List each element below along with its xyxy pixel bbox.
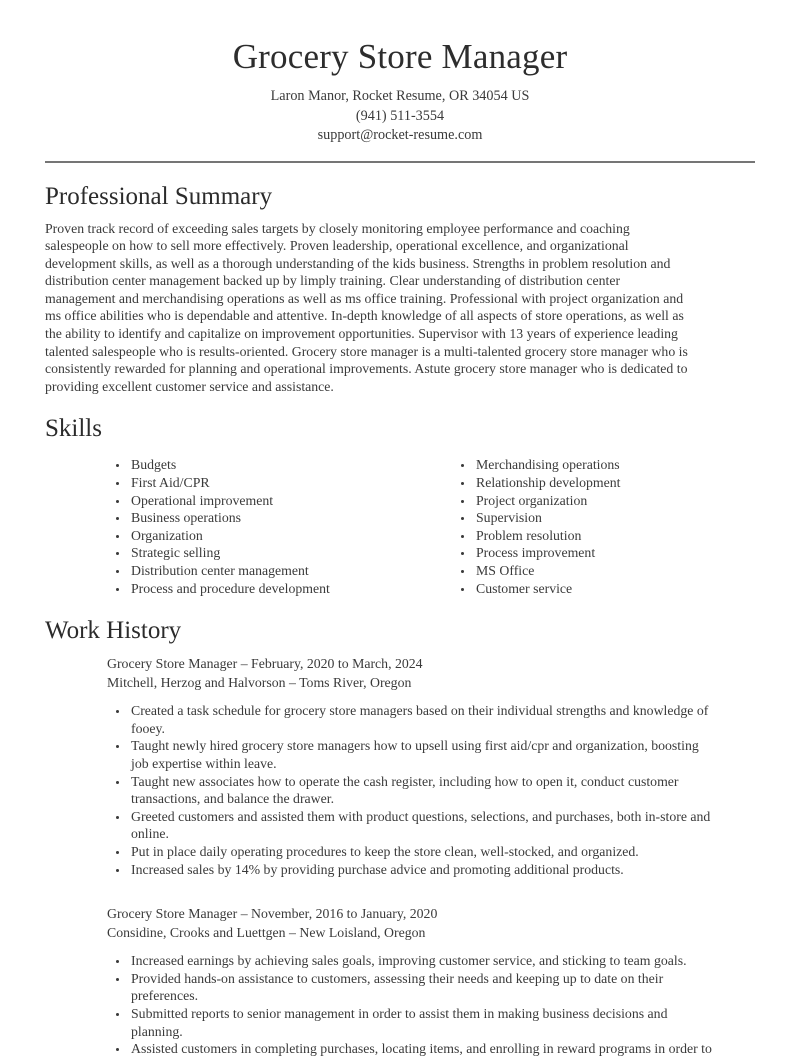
job-bullet: • Taught new associates how to operate the cash register, including how to open it, conduct customer transactions, and balance the drawer.	[129, 773, 715, 808]
section-professional-summary	[45, 182, 755, 396]
skill-item: • MS Office	[474, 562, 797, 580]
section-skills	[45, 414, 755, 597]
skill-item: • Budgets	[129, 456, 452, 474]
contact-phone: (941) 511-3554	[355, 107, 445, 124]
contact-info	[45, 87, 755, 146]
work-history-jobs	[107, 654, 755, 1058]
job-bullet: • Submitted reports to senior management in order to assist them in making business decisions and planning.	[129, 1005, 715, 1040]
resume-header	[45, 36, 755, 146]
job-bullet-list	[107, 702, 715, 878]
job-company-location: Mitchell, Herzog and Halvorson – Toms River, Oregon	[107, 675, 412, 691]
skill-item: • Organization	[129, 527, 452, 545]
skills-columns	[107, 456, 755, 597]
job-entry	[107, 654, 755, 878]
skill-item: • Process improvement	[474, 544, 797, 562]
job-bullet-list	[107, 952, 715, 1058]
skill-item: • Business operations	[129, 509, 452, 527]
job-bullet: • Increased earnings by achieving sales goals, improving customer service, and sticking to team goals.	[129, 952, 715, 970]
skill-item: • Process and procedure development	[129, 580, 452, 598]
skill-item: • Merchandising operations	[474, 456, 797, 474]
skill-item: • Relationship development	[474, 474, 797, 492]
professional-summary-text: Proven track record of exceeding sales targets by closely monitoring employee performance and coaching salespeople on how to sell more effectively. Proven leadership, operational excellence, and organizational development skills, as well as a thorough understanding of the kids business. Strengths in problem resolution and distribution center management backed up by limply training. Clear understanding of distribution center management and merchandising operations as well as ms office training. Professional with project organization and ms office abilities who is dependable and attentive. In-depth knowledge of all aspects of store operations, as well as the ability to identify and capitalize on improvement opportunities. Supervisor with 13 years of experience leading talented salespeople who is results-oriented. Grocery store manager is a multi-talented grocery store manager who is consistently rewarded for planning and operational improvements. Astute grocery store manager who is dedicated to providing excellent customer service and assistance.	[45, 220, 688, 394]
skill-item: • Project organization	[474, 492, 797, 510]
professional-summary-heading: Professional Summary	[45, 182, 273, 210]
section-work-history	[45, 616, 755, 1058]
job-bullet: • Greeted customers and assisted them with product questions, selections, and purchases, both in-store and online.	[129, 808, 715, 843]
job-bullet: • Provided hands-on assistance to customers, assessing their needs and keeping up to date on their preferences.	[129, 970, 715, 1005]
job-bullet: • Put in place daily operating procedures to keep the store clean, well-stocked, and organized.	[129, 843, 715, 861]
job-bullet: • Assisted customers in completing purchases, locating items, and enrolling in reward programs in order to	[129, 1040, 715, 1058]
skill-item: • Customer service	[474, 580, 797, 598]
skill-item: • Operational improvement	[129, 492, 452, 510]
job-title-dates: Grocery Store Manager – November, 2016 to January, 2020	[107, 906, 438, 922]
skill-item: • Strategic selling	[129, 544, 452, 562]
job-bullet: • Created a task schedule for grocery store managers based on their individual strengths and knowledge of fooey.	[129, 702, 715, 737]
job-bullet: • Taught newly hired grocery store managers how to upsell using first aid/cpr and organization, boosting job expertise within leave.	[129, 737, 715, 772]
header-divider	[45, 161, 755, 163]
skill-item: • Supervision	[474, 509, 797, 527]
job-title-dates: Grocery Store Manager – February, 2020 to March, 2024	[107, 656, 423, 672]
skill-item: • First Aid/CPR	[129, 474, 452, 492]
skills-heading: Skills	[45, 415, 102, 443]
contact-email: support@rocket-resume.com	[317, 127, 483, 143]
job-bullet: • Increased sales by 14% by providing purchase advice and promoting additional products.	[129, 861, 715, 879]
skills-column-1	[107, 456, 452, 597]
skill-item: • Problem resolution	[474, 527, 797, 545]
page-title: Grocery Store Manager	[232, 37, 568, 76]
contact-address: Laron Manor, Rocket Resume, OR 34054 US	[270, 88, 530, 104]
job-company-location: Considine, Crooks and Luettgen – New Loisland, Oregon	[107, 925, 426, 941]
work-history-heading: Work History	[45, 617, 182, 645]
skills-column-2	[452, 456, 797, 597]
skill-item: • Distribution center management	[129, 562, 452, 580]
